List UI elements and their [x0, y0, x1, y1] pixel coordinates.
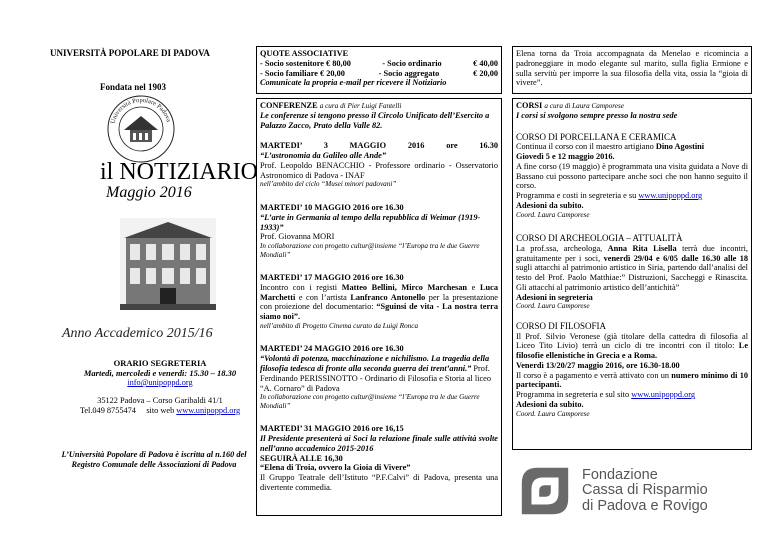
courses-place: I corsi si svolgono sempre presso la nostra sede [516, 110, 678, 120]
play-description-box: Elena torna da Troia accompagnata da Menelao e ricomincia a padroneggiare in modo elegante sul marito, sulla figlia Ermione e sulla servitù per imporre la sua filosofia della vita, ossia la “gioia di vivere”. [512, 46, 752, 94]
courses-box [512, 98, 752, 450]
event-title: “L’arte in Germania al tempo della repubblica di Weimar (1919-1933)” [260, 212, 481, 232]
event-title: “L’astronomia da Galileo alle Ande” [260, 151, 386, 161]
event-desc: Incontro con i registi Matteo Bellini, Mirco Marchesan e Luca Marchetti e con l’artista Lanfranco Antonello per la presentazione con proiezione del documentario: “Sguinsi de vita - La nostra terra siamo noi”. [260, 282, 498, 322]
conferences-place: Le conferenze si tengono presso il Circolo Unificato dell’Esercito a Palazzo Zacco, Prato della Valle 82. [260, 110, 490, 130]
event-3 [260, 273, 498, 330]
event-date: MARTEDI’ 10 MAGGIO 2016 ore 16.30 [260, 202, 404, 212]
course-philosophy: CORSO DI FILOSOFIA Il Prof. Silvio Veronese (già titolare della cattedra di filosofia al Liceo Tito Livio) terrà un ciclo di tre incontri con il titolo: Le filosofie ellenistiche in Grecia e a Roma. Venerdì 13/20/27 maggio 2016, ore 16.30-18.00 Il corso è a pagamento e verrà attivato con un numero minimo di 10 partecipanti. Programma in segreteria e sul sito www.unipoppd.org Adesioni da subito. Coord. Laura Camporese [516, 320, 748, 418]
phone: Tel.049 8755474 [79, 405, 136, 415]
event-desc: “Volontà di potenza, macchinazione e nichilismo. La tragedia della filosofia tedesca di fronte alla seconda guerra dei trent’anni.” Prof. Ferdinando PERISSINOTTO - Ordinario di Filosofia e Storia al liceo “A. Cornaro” di Padova [260, 354, 491, 393]
event-extra: SEGUIRÀ ALLE 16,30 [260, 453, 343, 463]
event-date: MARTEDI’ 17 MAGGIO 2016 ore 16.30 [260, 273, 404, 283]
event-date: MARTEDI’ 3 MAGGIO 2016 ore 16.30 [260, 141, 498, 151]
event-4 [260, 344, 498, 410]
event-note: nell’ambito di Progetto Cinema curato da Luigi Ronca [260, 321, 419, 330]
fees-row-2: - Socio familiare € 20,00 - Socio aggregato € 20,00 [260, 68, 498, 78]
office-email-link[interactable]: info@unipoppd.org [127, 378, 193, 388]
sponsor-line-3: di Padova e Rovigo [582, 497, 708, 514]
event-title: Il Presidente presenterà ai Soci la relazione finale sulle attività svolte nell’anno accademico 2015-2016 [260, 434, 498, 453]
courses-curator: a cura di Laura Camporese [544, 102, 624, 110]
fees-title: QUOTE ASSOCIATIVE [260, 49, 349, 58]
event-desc: Prof. Leopoldo BENACCHIO - Professore ordinario - Osservatorio Astronomico di Padova - INAF [260, 160, 498, 180]
office-hours-block [60, 358, 260, 388]
event-desc: Prof. Giovanna MORI [260, 232, 335, 242]
event-note: In collaborazione con progetto cultur@insieme “l’Europa tra le due Guerre Mondiali” [260, 242, 480, 259]
conferences-header [260, 101, 498, 111]
course-title: CORSO DI PORCELLANA E CERAMICA [516, 131, 677, 142]
fees-row-1: - Socio sostenitore € 80,00 - Socio ordinario € 40,00 [260, 58, 498, 68]
university-seal-logo [104, 92, 178, 166]
courses-header [516, 101, 748, 111]
event-1 [260, 141, 498, 189]
event-date: MARTEDI’ 24 MAGGIO 2016 ore 16.30 [260, 344, 404, 354]
course-link[interactable]: www.unipoppd.org [631, 390, 696, 400]
event-2 [260, 203, 498, 259]
course-archaeology: CORSO DI ARCHEOLOGIA – ATTUALITÀ La prof.ssa, archeologa, Anna Rita Lisella terrà due incontri, gratuitamente per i soci, venerdì 29/04 e 6/05 dalle 16.30 alle 18 sugli attacchi al patrimonio artistico in Siria, partendo dall’analisi del testo del Prof. Paolo Matthiae:” Distruzioni, Saccheggi e Rinascita. Gli attacchi al patrimonio artistico dell’antichità” Adesioni in segreteria Coord. Laura Camporese [516, 233, 749, 311]
conferences-title: CONFERENZE [260, 101, 318, 110]
newsletter-title: il NOTIZIARIO [100, 159, 258, 185]
conferences-curator: a cura di Pier Luigi Fantelli [319, 102, 402, 110]
sponsor-line-1: Fondazione [582, 467, 658, 484]
course-link[interactable]: www.unipoppd.org [638, 191, 703, 201]
conferences-box [256, 98, 502, 516]
course-title: CORSO DI FILOSOFIA [516, 320, 607, 331]
contact-line [60, 406, 260, 416]
courses-title: CORSI [516, 101, 543, 110]
sponsor-logo [516, 458, 752, 524]
membership-fees-box [256, 46, 502, 94]
event-note: nell’ambito del ciclo “Musei minori padovani” [260, 180, 397, 189]
event-desc: Il Gruppo Teatrale dell’Istituto “P.F.Calvi” di Padova, presenta una divertente commedia. [260, 473, 498, 492]
address: 35122 Padova – Corso Garibaldi 41/1 [97, 396, 223, 405]
academic-year: Anno Accademico 2015/16 [62, 326, 213, 341]
founded-line: Fondata nel 1903 [100, 82, 167, 92]
course-title: CORSO DI ARCHEOLOGIA – ATTUALITÀ [516, 233, 683, 244]
building-illustration [120, 218, 216, 310]
issue-month: Maggio 2016 [106, 184, 192, 201]
fees-email-note: Comunicate la propria e-mail per ricevere il Notiziario [260, 78, 447, 88]
event-extra-title: “Elena di Troia, ovvero la Gioia di Vivere” [260, 463, 411, 473]
sponsor-emblem-icon [516, 462, 574, 520]
office-hours-title: ORARIO SEGRETERIA [113, 358, 207, 368]
course-porcelain: CORSO DI PORCELLANA E CERAMICA Continua il corso con il maestro artigiano Dino Agostini Giovedì 5 e 12 maggio 2016. A fine corso (19 maggio) è programmata una visita guidata a Nove di Bassano cui possono partecipare anche soci che non hanno seguito il corso. Programma e costi in segreteria e su www.unipoppd.org Adesioni da subito. Coord. Laura Camporese [516, 131, 748, 219]
svg-text:Università Popolare Padova: Università Popolare Padova [109, 96, 172, 125]
sponsor-line-2: Cassa di Risparmio [582, 482, 708, 499]
event-note: In collaborazione con progetto cultur@insieme “l’Europa tra le due Guerre Mondiali” [260, 393, 480, 410]
event-5 [260, 424, 498, 492]
registry-note: L’Università Popolare di Padova è iscritta al n.160 del Registro Comunale delle Associazioni di Padova [61, 450, 247, 469]
event-date: MARTEDI’ 31 MAGGIO 2016 ore 16,15 [260, 424, 404, 434]
office-hours-text: Martedì, mercoledì e venerdì: 15.30 – 18.30 [83, 368, 237, 379]
web-label: sito web [146, 405, 175, 415]
website-link[interactable]: www.unipoppd.org [176, 405, 241, 415]
contact-block [60, 396, 260, 416]
university-name: UNIVERSITÀ POPOLARE DI PADOVA [50, 48, 210, 58]
